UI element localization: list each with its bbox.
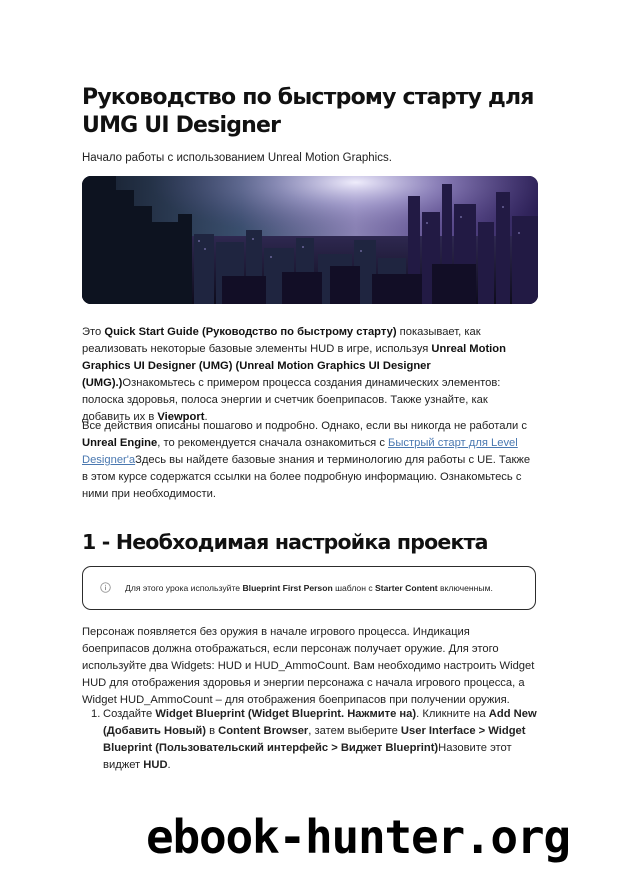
watermark: ebook-hunter.org (146, 810, 570, 864)
prerequisite-paragraph: Все действия описаны пошагово и подробно. Однако, если вы никогда не работали с Unreal Engine, то рекомендуется сначала ознакомиться с Быстрый старт для Level Designer'аЗдесь вы найдете базовые знания и терминологию для работы с UE. Также в этом курсе содержатся ссылки на более подробную информацию. Ознакомьтесь с ними при необходимости. (82, 420, 531, 500)
intro-paragraph: Это Quick Start Guide (Руководство по быстрому старту) показывает, как реализовать некоторые базовые элементы HUD в игре, используя Unreal Motion Graphics UI Designer (UMG) (Unreal Motion Graphics UI Designer (UMG).)Ознакомьтесь с примером процесса создания динамических элементов: полоска здоровья, полоса энергии и счетчик боеприпасов. Также узнайте, как добавить их в Viewport. (82, 326, 506, 423)
page-subtitle: Начало работы с использованием Unreal Motion Graphics. (82, 152, 392, 164)
info-callout (82, 566, 536, 610)
city-skyline-night-image (82, 176, 538, 304)
section-heading: 1 - Необходимая настройка проекта (82, 530, 488, 554)
setup-paragraph: Персонаж появляется без оружия в начале игрового процесса. Индикация боеприпасов должна отображаться, если персонаж получает оружие. Для этого используйте два Widgets: HUD и HUD_AmmoCount. Вам необходимо настроить Widget HUD для отображения здоровья и энергии персонажа с начала игрового процесса, а Widget HUD_AmmoCount – для отображения боеприпасов при получении оружия. (82, 626, 535, 706)
page-title: Руководство по быстрому старту для UMG UI Designer (82, 85, 534, 138)
steps-list (82, 706, 538, 774)
list-item: 1. Создайте Widget Blueprint (Widget Blueprint. Нажмите на). Кликните на Add New (Добавить Новый) в Content Browser, затем выберите User Interface > Widget Blueprint (Пользовательский интерфейс > Виджет Blueprint)Назовите этот виджет HUD. (91, 708, 537, 771)
callout-text: Для этого урока используйте Blueprint First Person шаблон с Starter Content включенным. (125, 583, 493, 593)
info-icon (100, 582, 111, 593)
level-designer-quickstart-link[interactable]: Быстрый старт для Level Designer'а (82, 437, 518, 466)
